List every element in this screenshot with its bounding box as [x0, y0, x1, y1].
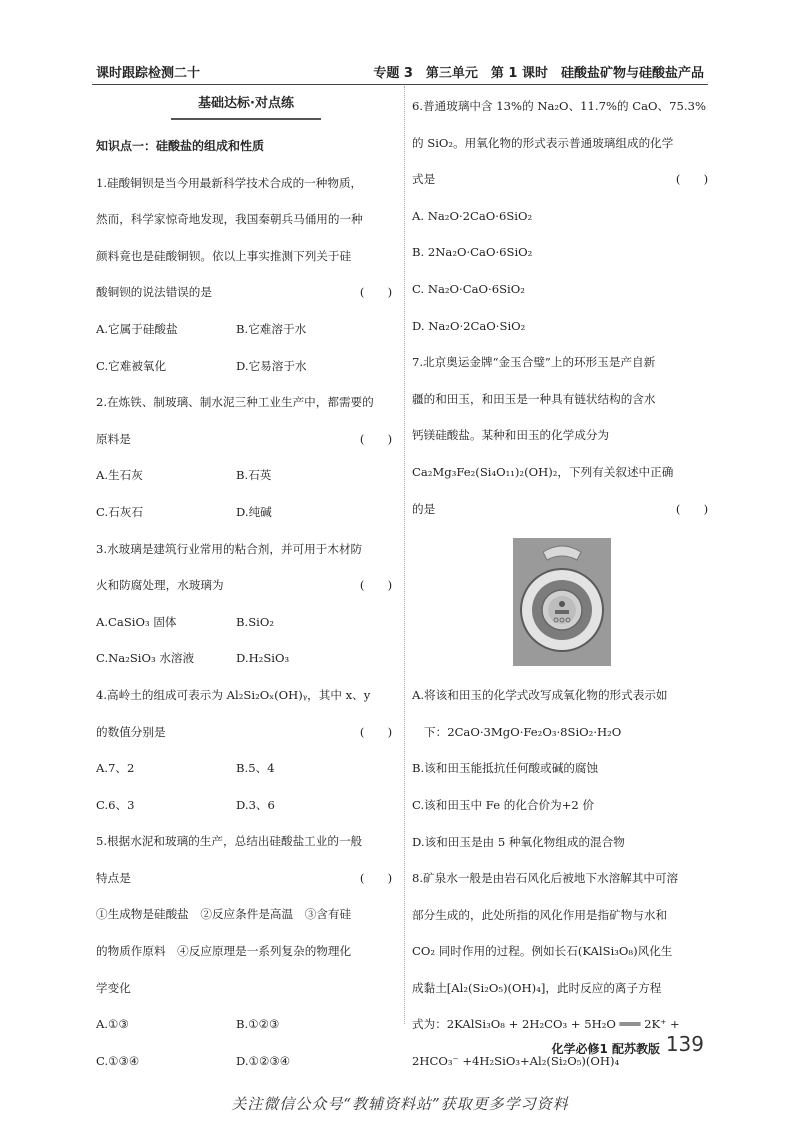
question-line: 颜料竟也是硅酸铜钡。依以上事实推测下列关于硅	[96, 248, 352, 263]
options	[96, 311, 396, 384]
option-b: B.该和田玉能抵抗任何酸或碱的腐蚀	[412, 761, 599, 776]
answer-paren: ( )	[359, 431, 393, 446]
option-c: C. Na₂O·CaO·6SiO₂	[412, 281, 525, 296]
left-column	[96, 88, 396, 1079]
option-b: B. 2Na₂O·CaO·6SiO₂	[412, 245, 533, 260]
question-text: 原料是	[96, 431, 131, 446]
option-c: C.6、3	[96, 797, 135, 812]
question-3	[96, 531, 396, 677]
option-a: A. Na₂O·2CaO·6SiO₂	[412, 208, 533, 223]
option-b: B.5、4	[236, 761, 275, 776]
question-line: 8.矿泉水一般是由岩石风化后被地下水溶解其中可溶	[412, 871, 679, 886]
answer-paren: ( )	[359, 578, 393, 593]
question-4	[96, 677, 396, 823]
question-body: 学变化	[96, 980, 131, 995]
options	[96, 1006, 396, 1079]
question-line: 3.水玻璃是建筑行业常用的粘合剂，并可用于木材防	[96, 541, 363, 556]
question-text: 式是	[412, 172, 436, 187]
option-c: C.Na₂SiO₃ 水溶液	[96, 651, 195, 666]
question-text: 的数值分别是	[96, 724, 166, 739]
question-line: 6.普通玻璃中含 13%的 Na₂O、11.7%的 CaO、75.3%	[412, 99, 706, 113]
olympic-medal-image	[513, 538, 611, 666]
option-c: C.它难被氧化	[96, 358, 167, 373]
footer-book-label: 化学必修1 配苏教版	[551, 1042, 660, 1056]
question-text: 特点是	[96, 870, 131, 885]
option-a-continued: 下：2CaO·3MgO·Fe₂O₃·8SiO₂·H₂O	[424, 724, 622, 739]
section-title: 基础达标·对点练	[171, 90, 321, 120]
option-d: D.该和田玉是由 5 种氧化物组成的混合物	[412, 834, 625, 849]
question-line	[96, 567, 396, 604]
question-body: 的物质作原料 ④反应原理是一系列复杂的物理化	[96, 944, 352, 959]
column-divider	[404, 86, 405, 1024]
page-number: 139	[665, 1032, 704, 1056]
answer-paren: ( )	[359, 870, 393, 885]
header-left: 课时跟踪检测二十	[96, 66, 201, 81]
option-b: B.它难溶于水	[236, 321, 307, 336]
question-line: 2HCO₃⁻ +4H₂SiO₃+Al₂(Si₂O₅)(OH)₄	[412, 1054, 620, 1069]
question-line	[412, 161, 712, 198]
options	[96, 750, 396, 823]
option-a: A.CaSiO₃ 固体	[96, 614, 177, 629]
option-a: A.①③	[96, 1017, 129, 1032]
options	[96, 604, 396, 677]
options	[412, 677, 712, 860]
header-rule	[92, 84, 708, 85]
options	[412, 198, 712, 344]
question-text: 的是	[412, 501, 436, 516]
option-d: D.①②③④	[236, 1053, 291, 1068]
option-b: B.石英	[236, 468, 272, 483]
question-line: 2.在炼铁、制玻璃、制水泥三种工业生产中，都需要的	[96, 395, 374, 410]
option-d: D.H₂SiO₃	[236, 651, 290, 666]
question-line	[96, 421, 396, 458]
question-body: ①生成物是硅酸盐 ②反应条件是高温 ③含有硅	[96, 907, 352, 922]
answer-paren: ( )	[359, 724, 393, 739]
question-1	[96, 165, 396, 385]
question-6	[412, 88, 712, 344]
question-line: Ca₂Mg₃Fe₂(Si₄O₁₁)₂(OH)₂，下列有关叙述中正确	[412, 464, 674, 479]
question-line: 的 SiO₂。用氧化物的形式表示普通玻璃组成的化学	[412, 135, 674, 150]
question-2	[96, 384, 396, 530]
question-line: 部分生成的，此处所指的风化作用是指矿物与水和	[412, 907, 668, 922]
option-c: C.石灰石	[96, 504, 143, 519]
option-d: D.纯碱	[236, 504, 272, 519]
option-a: A.它属于硅酸盐	[96, 321, 178, 336]
option-d: D.3、6	[236, 797, 275, 812]
question-5	[96, 823, 396, 1079]
question-line	[96, 714, 396, 751]
question-line	[96, 274, 396, 311]
option-d: D.它易溶于水	[236, 358, 307, 373]
topic-heading: 知识点一：硅酸盐的组成和性质	[96, 139, 265, 153]
option-b: B.①②③	[236, 1017, 280, 1032]
question-line: 成黏土[Al₂(Si₂O₅)(OH)₄]，此时反应的离子方程	[412, 980, 662, 995]
option-d: D. Na₂O·2CaO·SiO₂	[412, 318, 526, 333]
question-line: 1.硅酸铜钡是当今用最新科学技术合成的一种物质，	[96, 175, 363, 190]
question-line: 7.北京奥运金牌“金玉合璧”上的环形玉是产自新	[412, 355, 656, 370]
question-line: CO₂ 同时作用的过程。例如长石(KAlSi₃O₈)风化生	[412, 944, 673, 959]
right-column	[412, 88, 712, 1080]
question-line: 式为：2KAlSi₃O₈ + 2H₂CO₃ + 5H₂O ═══ 2K⁺ +	[412, 1017, 680, 1032]
question-line: 钙镁硅酸盐。某种和田玉的化学成分为	[412, 428, 610, 443]
question-line: 4.高岭土的组成可表示为 Al₂Si₂Oₓ(OH)ᵧ，其中 x、y	[96, 687, 371, 702]
option-b: B.SiO₂	[236, 614, 275, 629]
header-right: 专题 3 第三单元 第 1 课时 硅酸盐矿物与硅酸盐产品	[373, 66, 704, 81]
question-line	[412, 491, 712, 528]
question-7	[412, 344, 712, 860]
question-line: 然而，科学家惊奇地发现，我国秦朝兵马俑用的一种	[96, 212, 363, 227]
question-text: 火和防腐处理，水玻璃为	[96, 578, 224, 593]
bottom-handwritten-note: 关注微信公众号“教辅资料站”获取更多学习资料	[231, 1095, 569, 1113]
question-line	[96, 860, 396, 897]
question-line: 疆的和田玉，和田玉是一种具有链状结构的含水	[412, 391, 656, 406]
answer-paren: ( )	[359, 285, 393, 300]
options	[96, 457, 396, 530]
option-a: A.7、2	[96, 761, 135, 776]
medal-figure	[412, 527, 712, 677]
question-line: 5.根据水泥和玻璃的生产，总结出硅酸盐工业的一般	[96, 834, 363, 849]
option-c: C.①③④	[96, 1053, 140, 1068]
option-a: A.将该和田玉的化学式改写成氧化物的形式表示如	[412, 688, 668, 703]
option-c: C.该和田玉中 Fe 的化合价为+2 价	[412, 797, 595, 812]
answer-paren: ( )	[675, 501, 709, 516]
question-text: 酸铜钡的说法错误的是	[96, 285, 212, 300]
option-a: A.生石灰	[96, 468, 143, 483]
answer-paren: ( )	[675, 172, 709, 187]
